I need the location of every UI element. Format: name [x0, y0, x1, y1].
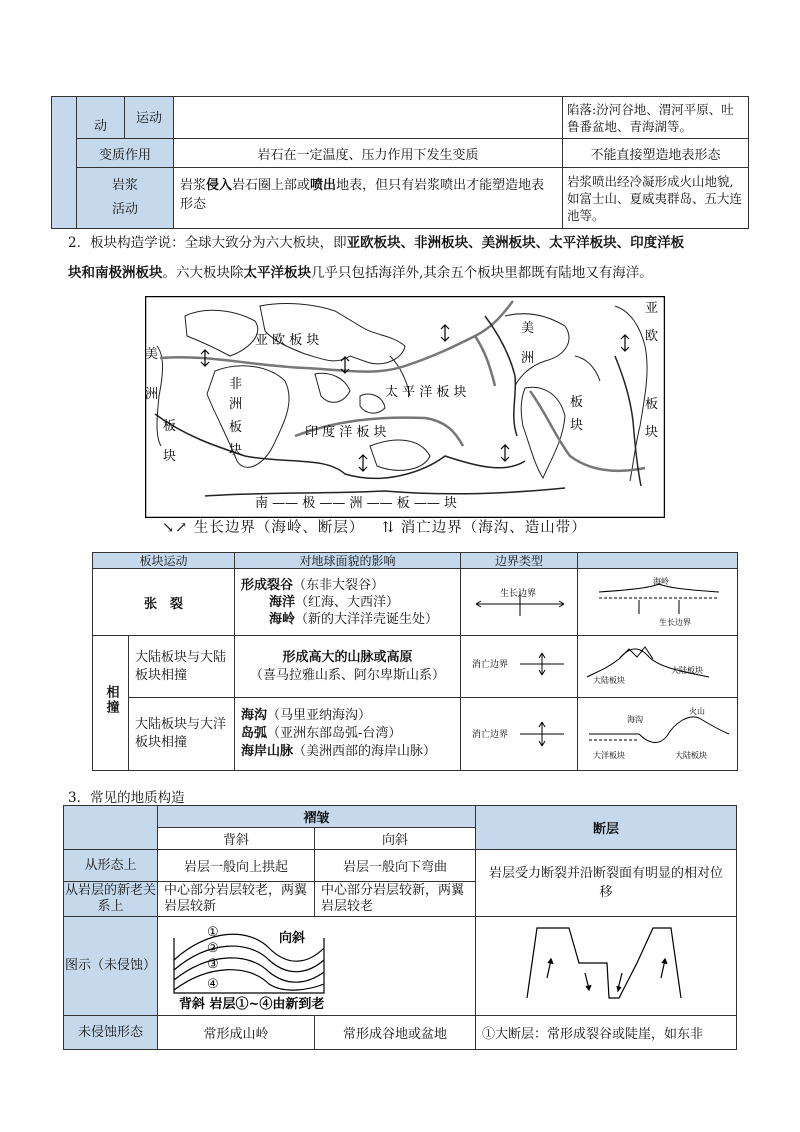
plate-map	[145, 296, 665, 518]
svg-text:生长边界: 生长边界	[500, 589, 537, 599]
erupt-text: 喷出	[310, 178, 337, 193]
fault-header: 断层	[476, 806, 737, 850]
erode-syncline: 常形成谷地或盆地	[315, 1016, 476, 1050]
row3-label-1: 岩浆	[111, 178, 138, 193]
svg-text:③: ③	[207, 957, 219, 972]
section3-title: 3．常见的地质构造	[68, 790, 185, 806]
legend-die: 消亡边界（海沟、造山带）	[400, 520, 587, 536]
fold-diagram-cell	[158, 917, 476, 1016]
ocean-line-3: 海岸山脉（美洲西部的海岸山脉）	[241, 744, 437, 759]
svg-text:块: 块	[570, 418, 584, 433]
svg-text:美: 美	[521, 321, 535, 336]
s2-text-3: 几乎只包括海洋外,其余五个板块里都既有陆地又有海洋。	[311, 265, 653, 281]
fault-diagram-cell	[476, 917, 737, 1016]
grow-boundary-icon: ↘↗	[162, 520, 194, 536]
svg-text:火山: 火山	[689, 706, 706, 716]
rift-diagram-cell	[578, 569, 738, 636]
ocean-diagram-cell	[578, 698, 738, 771]
side-strip	[52, 97, 77, 229]
svg-text:大洋板块: 大洋板块	[593, 750, 626, 760]
rift-line-2: 海洋（红海、大西洋）	[269, 594, 400, 610]
rift-line-1: 形成裂谷（东非大裂谷）	[241, 577, 385, 593]
legend-grow: 生长边界（海岭、断层）	[193, 520, 365, 536]
row2-desc: 岩石在一定温度、压力作用下发生变质	[174, 139, 563, 168]
ocean-line-1: 海沟（马里亚纳海沟）	[241, 708, 372, 723]
pt-header-2: 对地球面貌的影响	[235, 553, 461, 569]
svg-text:生长边界: 生长边界	[659, 618, 692, 627]
svg-text:大陆板块: 大陆板块	[593, 676, 626, 685]
svg-text:④: ④	[207, 977, 219, 992]
rift-line-3: 海岭（新的大洋洋壳诞生处）	[269, 611, 439, 627]
die-boundary-icon: ⇅	[382, 520, 401, 536]
continent-bold: 形成高大的山脉或高原	[282, 649, 413, 665]
age-syncline: 中心部分岩层较新，两翼岩层较老	[315, 882, 476, 917]
svg-text:消亡边界: 消亡边界	[472, 730, 509, 740]
svg-text:板: 板	[570, 395, 584, 410]
surface-text: 地表，但只有岩浆喷出才能塑造地表形态	[180, 178, 545, 212]
svg-text:亚: 亚	[645, 301, 659, 316]
svg-text:洲: 洲	[145, 387, 159, 402]
fold-header: 褶皱	[158, 806, 476, 828]
svg-text:海沟: 海沟	[627, 714, 644, 724]
pt-header-1: 板块运动	[93, 553, 235, 569]
svg-text:②: ②	[207, 941, 219, 956]
svg-text:块: 块	[163, 449, 177, 464]
row1-desc	[174, 97, 563, 139]
anticline-header: 背斜	[158, 828, 315, 850]
shape-anticline: 岩层一般向上拱起	[158, 850, 315, 882]
erode-label: 未侵蚀形态	[64, 1016, 158, 1050]
ridge-diagram	[579, 570, 737, 630]
diagram-label: 图示（未侵蚀）	[64, 917, 158, 1016]
top-table	[51, 96, 749, 229]
ocean-boundary-icon	[462, 702, 577, 762]
shape-syncline: 岩层一般向下弯曲	[315, 850, 476, 882]
magma-text: 岩浆	[180, 178, 207, 193]
svg-text:洲: 洲	[229, 397, 243, 412]
corner-cell	[64, 806, 158, 850]
svg-text:板: 板	[163, 419, 177, 434]
continent-diagram-cell	[578, 636, 738, 698]
row3-label	[77, 168, 174, 229]
continent-boundary-cell	[461, 636, 578, 698]
map-legend	[162, 516, 587, 537]
rift-boundary-cell	[461, 569, 578, 636]
svg-text:①: ①	[207, 925, 219, 940]
svg-text:大陆板块: 大陆板块	[675, 750, 708, 760]
age-label: 从岩层的新老关系上	[64, 882, 158, 917]
label-eurasia: 亚 欧 板 块	[255, 333, 320, 348]
svg-text:海岭: 海岭	[653, 577, 670, 586]
fold-diagram	[159, 918, 475, 1010]
svg-text:块: 块	[645, 425, 659, 440]
ocean-line-2: 岛弧（亚洲东部岛弧-台湾）	[241, 726, 402, 741]
structure-table	[63, 805, 737, 1050]
svg-text:消亡边界: 消亡边界	[472, 660, 509, 670]
label-antarctic: 南 —— 极 —— 洲 —— 板 —— 块	[255, 496, 458, 511]
row1-col-a: 动	[77, 97, 125, 139]
ocean-effects	[235, 698, 461, 771]
pt-header-4	[578, 553, 738, 569]
row2-label: 变质作用	[77, 139, 174, 168]
intrude-text: 侵入	[206, 178, 233, 193]
row3-effect: 岩浆喷出经冷凝形成火山地貌,如富士山、夏威夷群岛、五大连池等。	[563, 168, 749, 229]
upper-text: 岩石圈上部或	[232, 178, 311, 193]
fault-diagram	[477, 918, 736, 1010]
rift-boundary-icon	[462, 570, 577, 630]
svg-text:板: 板	[645, 397, 659, 412]
label-pacific: 太 平 洋 板 块	[385, 385, 467, 400]
rift-effects	[235, 569, 461, 636]
svg-text:欧: 欧	[645, 329, 659, 344]
age-anticline: 中心部分岩层较老，两翼岩层较新	[158, 882, 315, 917]
svg-text:块: 块	[229, 443, 243, 458]
s2-text-1: 2．板块构造学说：全球大致分为六大板块，即	[68, 235, 347, 251]
pt-header-3: 边界类型	[461, 553, 578, 569]
continent-effects	[235, 636, 461, 698]
label-indo: 印 度 洋 板 块	[305, 425, 387, 440]
collide-label: 相撞	[93, 636, 129, 771]
s2-bold-3: 太平洋板块	[243, 265, 311, 281]
row2-effect: 不能直接塑造地表形态	[563, 139, 749, 168]
continent-rest: （喜马拉雅山系、阿尔卑斯山系）	[250, 667, 446, 683]
s2-bold-1: 亚欧板块、非洲板块、美洲板块、太平洋板块、印度洋板	[346, 235, 685, 251]
s2-bold-2: 块和南极洲板块	[68, 265, 163, 281]
rift-label: 张 裂	[93, 569, 235, 636]
row1-effect: 陷落:汾河谷地、渭河平原、吐鲁番盆地、青海湖等。	[563, 97, 749, 139]
ocean-boundary-cell	[461, 698, 578, 771]
svg-text:非: 非	[229, 377, 243, 392]
svg-text:背斜 岩层①~④由新到老: 背斜 岩层①~④由新到老	[179, 997, 325, 1010]
syncline-header: 向斜	[315, 828, 476, 850]
s2-text-2: 。六大板块除	[162, 265, 244, 281]
ocean-label: 大陆板块与大洋板块相撞	[129, 698, 235, 771]
row3-desc	[174, 168, 563, 229]
mountain-diagram	[579, 637, 737, 692]
erode-anticline: 常形成山岭	[158, 1016, 315, 1050]
svg-text:美: 美	[145, 347, 159, 362]
fault-description: 岩层受力断裂并沿断裂面有明显的相对位移	[476, 850, 737, 917]
continent-label: 大陆板块与大陆板块相撞	[129, 636, 235, 698]
row1-col-b: 运动	[125, 97, 174, 139]
erode-fault: ①大断层：常形成裂谷或陡崖，如东非	[476, 1016, 737, 1050]
svg-text:大陆板块: 大陆板块	[671, 666, 704, 675]
svg-text:洲: 洲	[521, 351, 535, 366]
row3-label-2: 活动	[111, 202, 138, 217]
svg-text:板: 板	[229, 420, 243, 435]
plate-table	[92, 552, 738, 771]
shape-label: 从形态上	[64, 850, 158, 882]
continent-boundary-icon	[462, 637, 577, 692]
trench-diagram	[579, 700, 737, 765]
svg-text:向斜: 向斜	[279, 931, 306, 946]
section2-paragraph	[68, 228, 758, 288]
